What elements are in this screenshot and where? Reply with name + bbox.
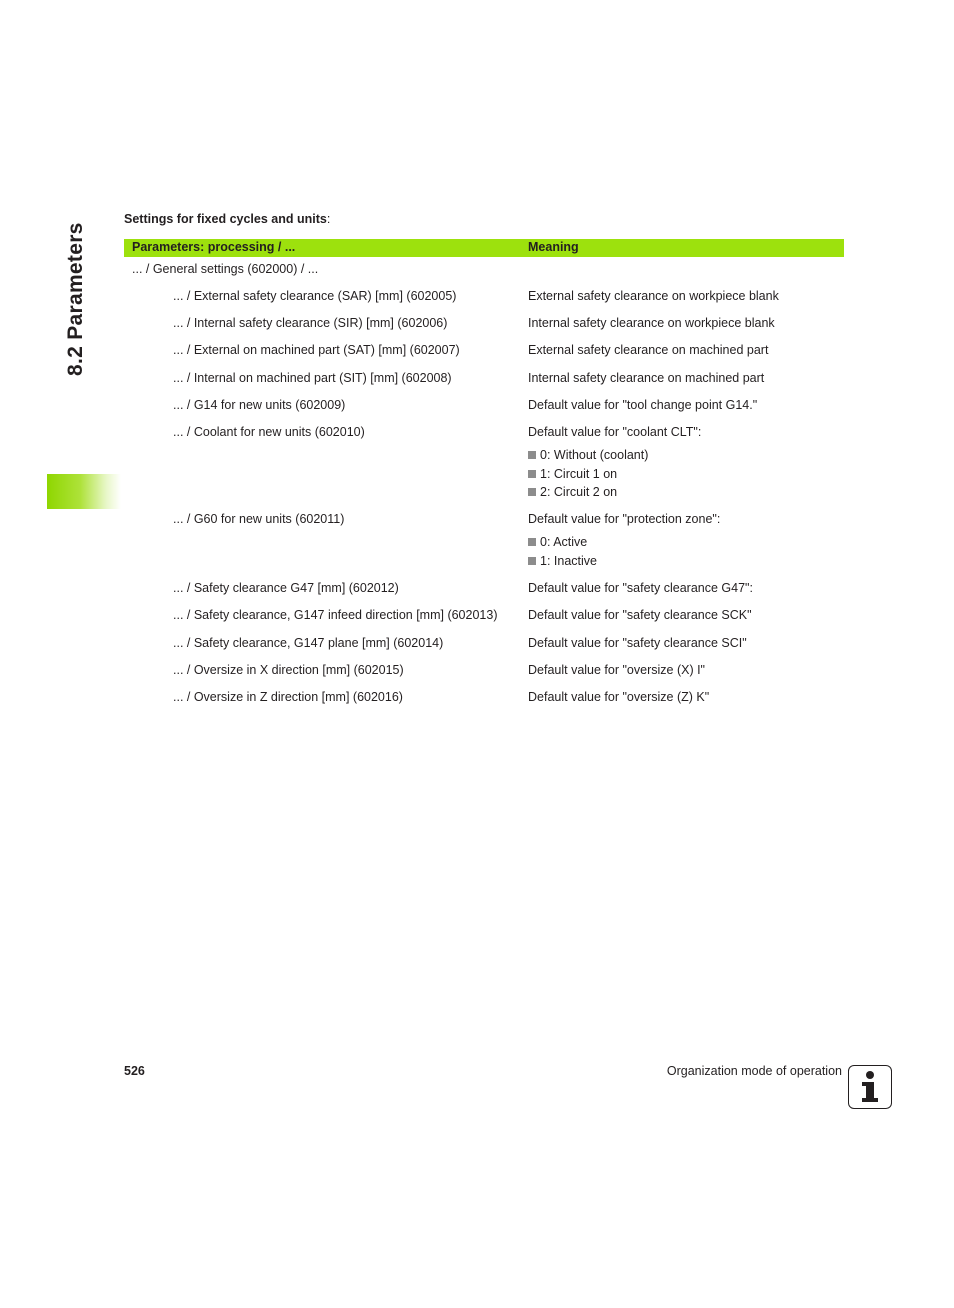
table-header (124, 239, 844, 257)
bullet-square-icon (528, 470, 536, 478)
option-label: 0: Active (540, 535, 588, 549)
option-label: 1: Circuit 1 on (540, 467, 618, 481)
parameter-table (124, 239, 844, 704)
option-label: 1: Inactive (540, 554, 597, 568)
param-meaning: Default value for "oversize (X) I" (528, 663, 705, 677)
chapter-tab-marker (47, 474, 121, 509)
option-item (528, 535, 587, 549)
bullet-square-icon (528, 488, 536, 496)
param-meaning: Default value for "protection zone": (528, 512, 721, 526)
chapter-side-title: 8.2 Parameters (64, 222, 87, 376)
param-path: ... / Safety clearance G47 [mm] (602012) (173, 581, 399, 595)
option-item (528, 485, 617, 499)
param-path: ... / Internal safety clearance (SIR) [mm] (602006) (173, 316, 448, 330)
option-item (528, 467, 617, 481)
page-number: 526 (124, 1064, 145, 1078)
param-meaning: Default value for "safety clearance G47": (528, 581, 753, 595)
param-meaning: Internal safety clearance on machined part (528, 371, 765, 385)
param-meaning: Default value for "safety clearance SCK" (528, 608, 752, 622)
param-meaning: External safety clearance on workpiece blank (528, 289, 779, 303)
param-path: ... / Coolant for new units (602010) (173, 425, 365, 439)
param-meaning: Default value for "tool change point G14." (528, 398, 758, 412)
header-meaning: Meaning (528, 240, 579, 254)
bullet-square-icon (528, 451, 536, 459)
bullet-square-icon (528, 538, 536, 546)
section-heading (124, 212, 330, 226)
footer-chapter-title: Organization mode of operation (666, 1064, 842, 1078)
param-path: ... / Oversize in X direction [mm] (602015) (173, 663, 404, 677)
option-label: 2: Circuit 2 on (540, 485, 618, 499)
section-heading-suffix: : (326, 212, 331, 226)
param-path: ... / Oversize in Z direction [mm] (602016) (173, 690, 403, 704)
param-path: ... / External safety clearance (SAR) [mm] (602005) (173, 289, 457, 303)
param-path: ... / Internal on machined part (SIT) [mm] (602008) (173, 371, 452, 385)
param-meaning: External safety clearance on machined part (528, 343, 769, 357)
param-path: ... / G14 for new units (602009) (173, 398, 346, 412)
param-path: ... / External on machined part (SAT) [mm] (602007) (173, 343, 460, 357)
param-path: ... / Safety clearance, G147 plane [mm] (602014) (173, 636, 444, 650)
param-meaning: Default value for "coolant CLT": (528, 425, 702, 439)
param-meaning: Default value for "oversize (Z) K" (528, 690, 710, 704)
group-path: ... / General settings (602000) / ... (132, 262, 319, 276)
info-icon (848, 1065, 892, 1109)
param-path: ... / G60 for new units (602011) (173, 512, 345, 526)
param-meaning: Default value for "safety clearance SCI" (528, 636, 747, 650)
param-path: ... / Safety clearance, G147 infeed direction [mm] (602013) (173, 608, 498, 622)
option-item (528, 554, 597, 568)
option-item (528, 448, 648, 462)
option-label: 0: Without (coolant) (540, 448, 649, 462)
header-parameters: Parameters: processing / ... (132, 240, 296, 254)
section-heading-text: Settings for fixed cycles and units (124, 212, 327, 226)
param-meaning: Internal safety clearance on workpiece blank (528, 316, 775, 330)
bullet-square-icon (528, 557, 536, 565)
